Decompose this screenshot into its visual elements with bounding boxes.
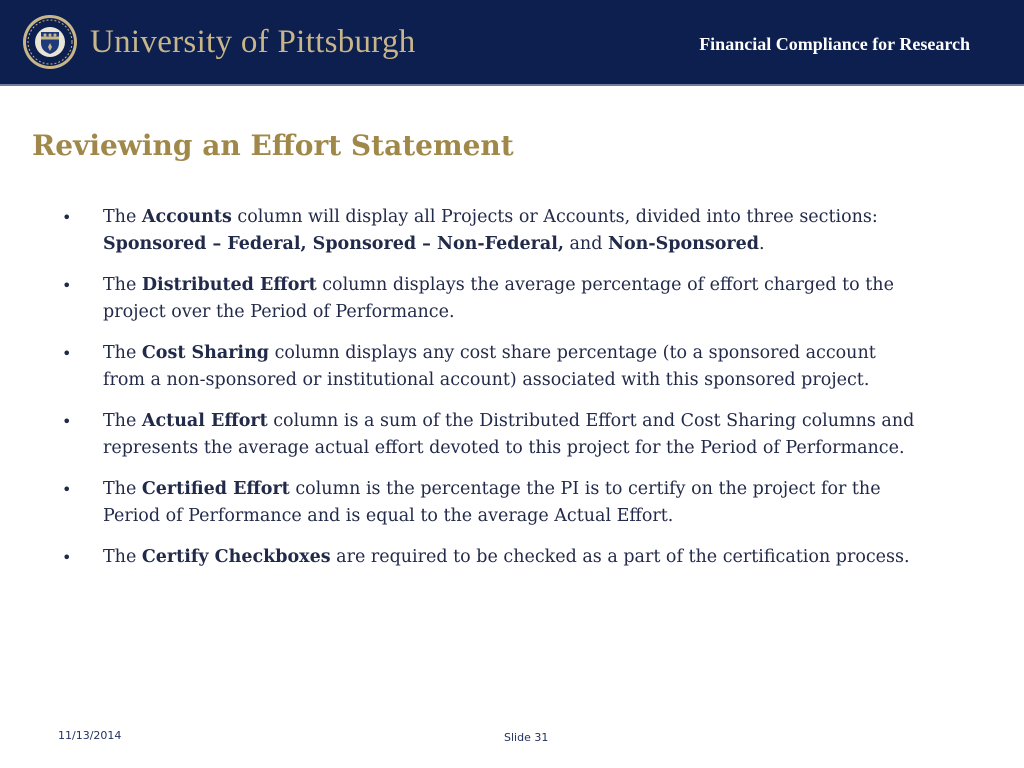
bullet-text: column is the percentage the PI is to certify on the project for the Period of Performance and is equal to the average Actual Effort. — [103, 479, 881, 526]
university-seal-icon — [22, 14, 78, 70]
bullet-text: . — [759, 234, 765, 254]
bullet-marker: • — [62, 344, 72, 363]
header-title: Financial Compliance for Research — [699, 34, 970, 54]
bullet-text: column will display all Projects or Accounts, divided into three sections: — [231, 207, 878, 227]
bullet-text-bold: Certified Effort — [141, 479, 290, 499]
bullet-list — [62, 204, 922, 585]
bullet-marker: • — [62, 208, 72, 227]
bullet-item — [62, 272, 922, 326]
bullet-text-bold: Actual Effort — [141, 411, 268, 431]
bullet-text-bold: Distributed Effort — [141, 275, 317, 295]
bullet-text-bold: Certify Checkboxes — [141, 547, 331, 567]
bullet-text: column displays the average percentage of effort charged to the project over the Period of Performance. — [103, 275, 894, 322]
bullet-text-bold: Accounts — [141, 207, 232, 227]
bullet-text: and — [563, 234, 608, 254]
bullet-text: column displays any cost share percentage (to a sponsored account from a non-sponsored or institutional account) associated with this sponsored project. — [103, 343, 876, 390]
bullet-text: The — [103, 411, 142, 431]
bullet-text: column is a sum of the Distributed Effort and Cost Sharing columns and represents the average actual effort devoted to this project for the Period of Performance. — [103, 411, 915, 458]
header-band — [0, 0, 1024, 86]
page-title: Reviewing an Effort Statement — [32, 129, 514, 162]
bullet-marker: • — [62, 412, 72, 431]
bullet-marker: • — [62, 276, 72, 295]
bullet-text-bold: Cost Sharing — [141, 343, 270, 363]
bullet-text: The — [103, 343, 142, 363]
bullet-text: The — [103, 547, 142, 567]
footer-date: 11/13/2014 — [58, 729, 122, 742]
bullet-text: The — [103, 479, 142, 499]
bullet-text-bold: Non-Sponsored — [607, 234, 760, 254]
bullet-item — [62, 204, 922, 258]
bullet-item — [62, 340, 922, 394]
bullet-text: The — [103, 275, 142, 295]
bullet-text-bold: Sponsored – Federal, Sponsored – Non-Federal, — [103, 234, 564, 254]
bullet-text: The — [103, 207, 142, 227]
bullet-marker: • — [62, 548, 72, 567]
footer-slide-number: Slide 31 — [504, 731, 549, 744]
bullet-text: are required to be checked as a part of the certification process. — [330, 547, 910, 567]
bullet-item — [62, 544, 922, 571]
bullet-item — [62, 408, 922, 462]
university-wordmark: University of Pittsburgh — [90, 24, 416, 60]
bullet-marker: • — [62, 480, 72, 499]
bullet-item — [62, 476, 922, 530]
